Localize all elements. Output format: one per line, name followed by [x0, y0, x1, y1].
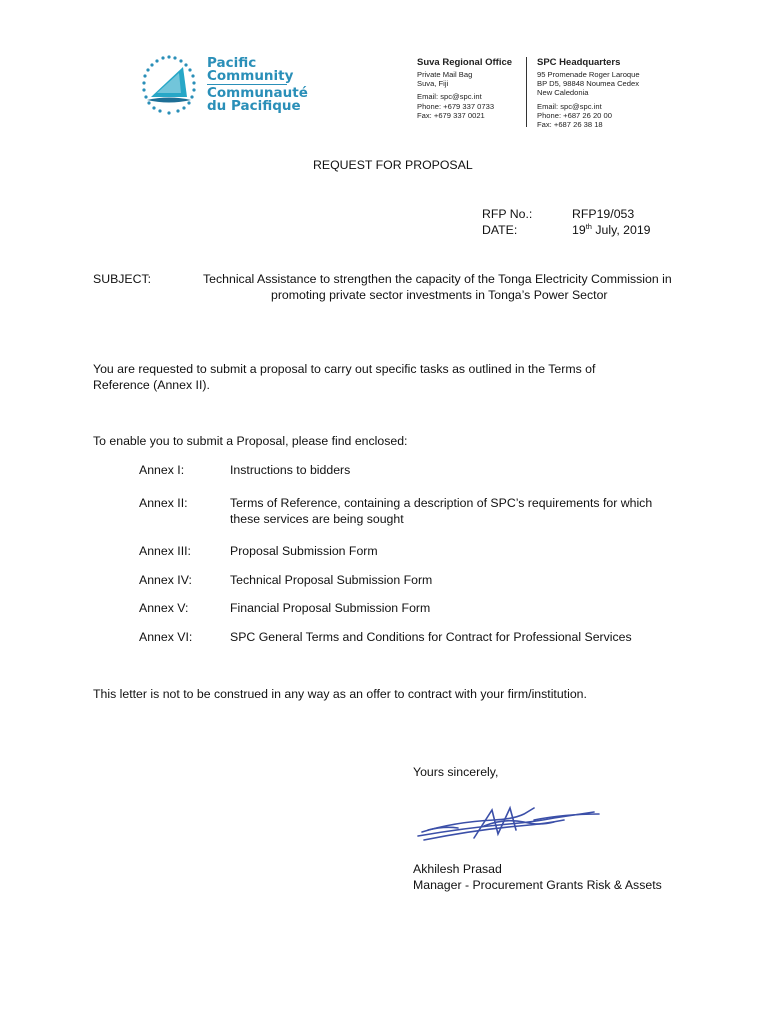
- logo-text-french: [207, 87, 308, 113]
- rfp-date-label: DATE:: [482, 223, 518, 237]
- annex-desc: Financial Proposal Submission Form: [230, 601, 431, 615]
- suva-office-title: Suva Regional Office: [417, 57, 513, 68]
- enclosed-intro: To enable you to submit a Proposal, please find enclosed:: [93, 434, 408, 448]
- suva-line: Email: spc@spc.int: [417, 92, 482, 102]
- hq-line: Phone: +687 26 20 00: [537, 110, 612, 120]
- annex-label: Annex VI:: [139, 630, 193, 644]
- header-divider: [526, 57, 527, 127]
- intro-line2: Reference (Annex II).: [93, 378, 210, 392]
- annex-label: Annex IV:: [139, 573, 192, 587]
- intro-line1: You are requested to submit a proposal to carry out specific tasks as outlined in the Terms of: [93, 362, 596, 376]
- annex-desc: Terms of Reference, containing a description of SPC’s requirements for which: [230, 496, 653, 510]
- signature-image: [414, 800, 614, 850]
- annex-desc: Proposal Submission Form: [230, 544, 378, 558]
- rfp-date-rest: July, 2019: [591, 223, 651, 237]
- logo-en-line2: Community: [207, 68, 294, 84]
- annex-desc: SPC General Terms and Conditions for Contract for Professional Services: [230, 630, 632, 644]
- signatory-title: Manager - Procurement Grants Risk & Assets: [413, 878, 662, 892]
- logo-en-line1: Pacific: [207, 55, 257, 71]
- annex-desc-line2: these services are being sought: [230, 512, 404, 526]
- annex-desc: Instructions to bidders: [230, 463, 351, 477]
- logo-fr-line2: du Pacifique: [207, 98, 301, 114]
- suva-line: Private Mail Bag: [417, 70, 473, 79]
- rfp-no-value: RFP19/053: [572, 207, 635, 221]
- signatory-name: Akhilesh Prasad: [413, 862, 502, 876]
- closing: Yours sincerely,: [413, 765, 499, 779]
- hq-block: [537, 57, 640, 129]
- hq-line: New Caledonia: [537, 88, 589, 98]
- suva-line: Phone: +679 337 0733: [417, 101, 495, 111]
- spc-emblem-icon: [137, 53, 201, 119]
- logo-text-english: [207, 57, 293, 83]
- suva-line: Suva, Fiji: [417, 79, 449, 89]
- annex-label: Annex I:: [139, 463, 185, 477]
- hq-line: Fax: +687 26 38 18: [537, 120, 603, 130]
- suva-line: Fax: +679 337 0021: [417, 110, 485, 120]
- rfp-date-suffix: th: [585, 221, 592, 231]
- annex-label: Annex III:: [139, 544, 191, 558]
- rfp-date-value: [572, 222, 651, 238]
- hq-line: 95 Promenade Roger Laroque: [537, 70, 640, 79]
- suva-office-block: [417, 57, 512, 120]
- annex-label: Annex II:: [139, 496, 188, 510]
- hq-line: Email: spc@spc.int: [537, 101, 602, 111]
- annex-desc: Technical Proposal Submission Form: [230, 573, 433, 587]
- hq-line: BP D5, 98848 Noumea Cedex: [537, 79, 640, 89]
- subject-line1: Technical Assistance to strengthen the capacity of the Tonga Electricity Commission in: [203, 272, 672, 286]
- hq-title: SPC Headquarters: [537, 57, 621, 68]
- rfp-date-day: 19: [572, 223, 586, 237]
- rfp-no-label: RFP No.:: [482, 207, 533, 221]
- disclaimer: This letter is not to be construed in any way as an offer to contract with your firm/institution.: [93, 687, 587, 701]
- subject-label: SUBJECT:: [93, 272, 152, 286]
- document-title: REQUEST FOR PROPOSAL: [313, 158, 473, 172]
- logo-fr-line1: Communauté: [207, 85, 308, 101]
- annex-label: Annex V:: [139, 601, 189, 615]
- subject-line2: promoting private sector investments in Tonga’s Power Sector: [271, 288, 608, 302]
- spc-logo: [137, 53, 308, 123]
